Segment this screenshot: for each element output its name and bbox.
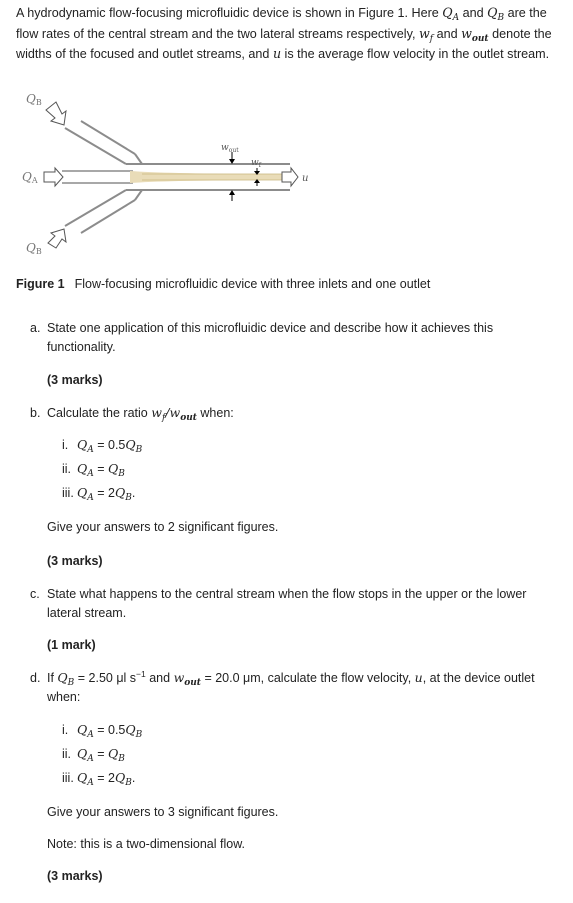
- question-a-text: State one application of this microfluidic device and describe how it achieves this functionality.: [47, 321, 494, 354]
- question-d-label: d.: [30, 671, 41, 685]
- symbol-qa: $Q_A$: [442, 5, 460, 23]
- arrow-qb-bottom-icon: [48, 229, 66, 248]
- question-b-item-1: i. $Q_A = 0.5Q_B$: [62, 437, 143, 455]
- label-wf: $w_f$: [251, 158, 261, 169]
- arrow-qb-top-icon: [46, 102, 66, 125]
- question-c-text: State what happens to the central stream when the flow stops in the upper or the lower lateral stream.: [47, 587, 527, 620]
- question-c-marks: (1 mark): [47, 638, 96, 652]
- question-b-label: b.: [30, 406, 41, 420]
- question-b-item-2: ii. $Q_A = Q_B$: [62, 461, 125, 479]
- figure-label: Figure 1: [16, 277, 65, 291]
- question-b-text: Calculate the ratio $w_f/w_{out}$ when:: [47, 405, 234, 423]
- intro-text-1: A hydrodynamic flow-focusing microfluidic device is shown in Figure 1. Here: [16, 6, 443, 20]
- arrow-qa-icon: [44, 168, 63, 186]
- question-b: [30, 404, 550, 423]
- question-c-label: c.: [30, 587, 40, 601]
- symbol-qb: $Q_B$: [487, 5, 505, 23]
- question-d-item-2: ii. $Q_A = Q_B$: [62, 746, 125, 764]
- focused-stream: [130, 171, 290, 183]
- symbol-wout: $w_{out}$: [461, 25, 489, 44]
- question-d: [30, 669, 550, 706]
- question-d-item-1: i. $Q_A = 0.5Q_B$: [62, 722, 143, 740]
- label-qb-top: QB: [26, 92, 42, 107]
- question-d-note-2: Note: this is a two-dimensional flow.: [47, 837, 246, 851]
- question-c: [30, 585, 550, 622]
- question-d-item-3: iii. $Q_A = 2Q_B$.: [62, 770, 136, 788]
- label-wout: $w_{out}$: [221, 143, 239, 154]
- label-u: u: [302, 173, 309, 184]
- question-b-note: Give your answers to 2 significant figures.: [47, 520, 279, 534]
- figure-caption: [16, 277, 430, 291]
- question-d-text: If $Q_B = 2.50$ μl $s^{-1}$ and $w_{out} = 20.0$ μm, calculate the flow velocity, u, at the device outlet when:: [47, 669, 535, 704]
- question-d-marks: (3 marks): [47, 869, 103, 883]
- label-qa: QA: [22, 170, 38, 185]
- question-b-item-3: iii. $Q_A = 2Q_B$.: [62, 485, 136, 503]
- symbol-u: u: [272, 46, 282, 61]
- question-a-marks: (3 marks): [47, 373, 103, 387]
- intro-paragraph: A hydrodynamic flow-focusing microfluidic device is shown in Figure 1. Here $Q_A$ and $Q_B$ are the flow rates of the central stream and the two lateral streams respectively, $w_f$ and $w_{out}$ denote the widths of the focused and outlet streams, and u is the average flow velocity in the outlet stream.: [16, 5, 552, 61]
- symbol-wf: $w_f$: [418, 25, 434, 44]
- question-b-marks: (3 marks): [47, 554, 103, 568]
- figure-caption-text: Flow-focusing microfluidic device with three inlets and one outlet: [74, 277, 431, 291]
- flow-focusing-diagram: [22, 90, 312, 265]
- arrow-u-icon: [282, 168, 298, 186]
- question-a-label: a.: [30, 321, 41, 335]
- question-a: [30, 319, 550, 356]
- label-qb-bottom: QB: [26, 241, 42, 256]
- question-d-note: Give your answers to 3 significant figures.: [47, 805, 279, 819]
